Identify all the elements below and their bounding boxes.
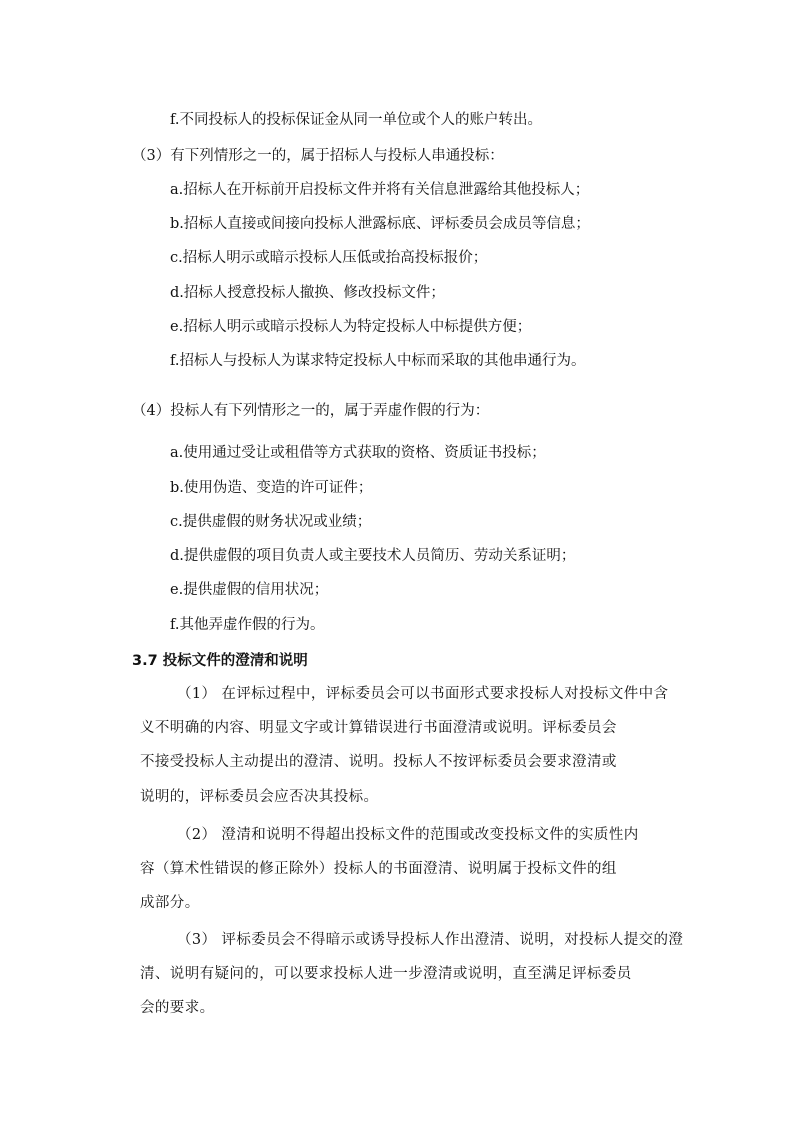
paragraph-line: （1） 在评标过程中，评标委员会可以书面形式要求投标人对投标文件中含 <box>177 686 669 702</box>
list-item: a.使用通过受让或租借等方式获取的资格、资质证书投标； <box>170 445 546 461</box>
section-title: 3.7 投标文件的澄清和说明 <box>132 653 308 669</box>
list-item: b.使用伪造、变造的许可证件； <box>170 480 373 496</box>
list-item: f.不同投标人的投标保证金从同一单位或个人的账户转出。 <box>170 112 542 128</box>
paragraph-line: 容（算术性错误的修正除外）投标人的书面澄清、说明属于投标文件的组 <box>140 861 617 877</box>
subsection-heading-4: （4）投标人有下列情形之一的，属于弄虚作假的行为： <box>132 403 490 419</box>
paragraph-line: 成部分。 <box>140 895 200 911</box>
list-item: f.招标人与投标人为谋求特定投标人中标而采取的其他串通行为。 <box>170 353 586 369</box>
paragraph-line: 义不明确的内容、明显文字或计算错误进行书面澄清或说明。评标委员会 <box>140 720 617 736</box>
list-item: c.提供虚假的财务状况或业绩； <box>170 514 372 530</box>
list-item: a.招标人在开标前开启投标文件并将有关信息泄露给其他投标人； <box>170 182 590 198</box>
paragraph-line: （2） 澄清和说明不得超出投标文件的范围或改变投标文件的实质性内 <box>177 827 639 843</box>
list-item: d.招标人授意投标人撤换、修改投标文件； <box>170 285 445 301</box>
paragraph-line: 会的要求。 <box>140 1000 215 1016</box>
list-item: e.提供虚假的信用状况； <box>170 582 329 598</box>
list-item: f.其他弄虚作假的行为。 <box>170 617 325 633</box>
list-item: e.招标人明示或暗示投标人为特定投标人中标提供方便； <box>170 319 532 335</box>
list-item: d.提供虚假的项目负责人或主要技术人员简历、劳动关系证明； <box>170 548 576 564</box>
list-item: b.招标人直接或间接向投标人泄露标底、评标委员会成员等信息； <box>170 216 590 232</box>
paragraph-line: 清、说明有疑问的，可以要求投标人进一步澄清或说明，直至满足评标委员 <box>140 966 632 982</box>
paragraph-line: （3） 评标委员会不得暗示或诱导投标人作出澄清、说明，对投标人提交的澄 <box>177 932 684 948</box>
paragraph-line: 说明的，评标委员会应否决其投标。 <box>140 789 379 805</box>
list-item: c.招标人明示或暗示投标人压低或抬高投标报价； <box>170 250 488 266</box>
subsection-heading-3: （3）有下列情形之一的，属于招标人与投标人串通投标： <box>132 148 504 164</box>
paragraph-line: 不接受投标人主动提出的澄清、说明。投标人不按评标委员会要求澄清或 <box>140 754 617 770</box>
